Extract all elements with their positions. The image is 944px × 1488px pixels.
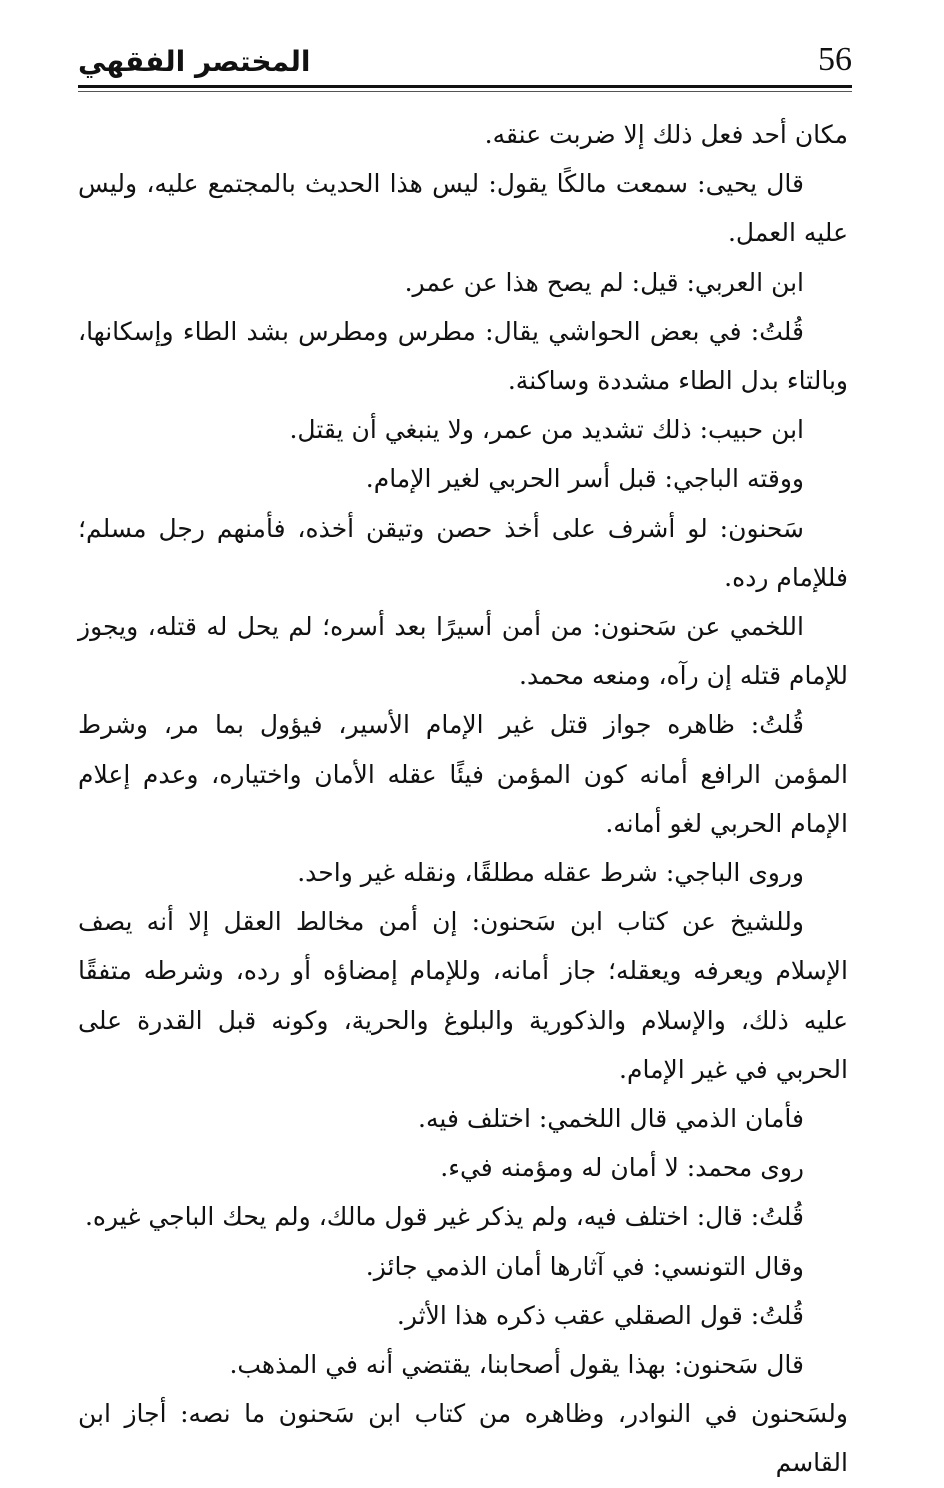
paragraph: وقال التونسي: في آثارها أمان الذمي جائز. — [365, 1251, 804, 1281]
paragraph: مكان أحد فعل ذلك إلا ضربت عنقه. — [484, 120, 848, 149]
paragraph: ولسَحنون في النوادر، وظاهره من كتاب ابن سَحنون ما نصه: أجاز ابن القاسم — [78, 1399, 848, 1478]
paragraph: اللخمي عن سَحنون: من أمن أسيرًا بعد أسره؛ لم يحل له قتله، ويجوز للإمام قتله إن رآه، ومنعه محمد. — [78, 612, 848, 691]
header-rule-thin — [78, 91, 852, 92]
paragraph: ابن العربي: قيل: لم يصح هذا عن عمر. — [404, 267, 804, 297]
header-rule-thick — [78, 85, 852, 88]
paragraph: سَحنون: لو أشرف على أخذ حصن وتيقن أخذه، فأمنهم رجل مسلم؛ فللإمام رده. — [78, 513, 848, 592]
book-title: المختصر الفقهي — [78, 45, 311, 78]
paragraph: قال يحيى: سمعت مالكًا يقول: ليس هذا الحديث بالمجتمع عليه، وليس عليه العمل. — [78, 169, 848, 248]
paragraph: ابن حبيب: ذلك تشديد من عمر، ولا ينبغي أن يقتل. — [289, 415, 804, 445]
paragraph: وللشيخ عن كتاب ابن سَحنون: إن أمن مخالط العقل إلا أنه يصف الإسلام ويعرفه ويعقله؛ جاز أمانه، وللإمام إمضاؤه أو رده، وشرطه متفقًا عليه ذلك، والإسلام والذكورية والبلوغ والحرية، وكونه قبل القدرة على الحربي في غير الإمام. — [78, 907, 848, 1084]
paragraph: قُلتُ: ظاهره جواز قتل غير الإمام الأسير، فيؤول بما مر، وشرط المؤمن الرافع أمانه كون المؤمن فيئًا عقله الأمان واختياره، وعدم إعلام الإمام الحربي لغو أمانه. — [78, 710, 848, 838]
paragraph: قُلتُ: في بعض الحواشي يقال: مطرس ومطرس بشد الطاء وإسكانها، وبالتاء بدل الطاء مشددة وساكنة. — [78, 316, 848, 396]
paragraph: قُلتُ: قال: اختلف فيه، ولم يذكر غير قول مالك، ولم يحك الباجي غيره. — [84, 1202, 804, 1232]
paragraph: ووقته الباجي: قبل أسر الحربي لغير الإمام. — [365, 464, 804, 494]
paragraph: فأمان الذمي قال اللخمي: اختلف فيه. — [418, 1104, 804, 1134]
paragraph: قال سَحنون: بهذا يقول أصحابنا، يقتضي أنه في المذهب. — [229, 1350, 804, 1380]
paragraph: وروى الباجي: شرط عقله مطلقًا، ونقله غير واحد. — [297, 858, 804, 888]
body-text — [78, 110, 848, 1488]
paragraph: روى محمد: لا أمان له ومؤمنه فيء. — [440, 1153, 804, 1183]
page-number: 56 — [818, 41, 852, 78]
paragraph: قُلتُ: قول الصقلي عقب ذكره هذا الأثر. — [396, 1300, 804, 1330]
page-header — [78, 38, 852, 98]
